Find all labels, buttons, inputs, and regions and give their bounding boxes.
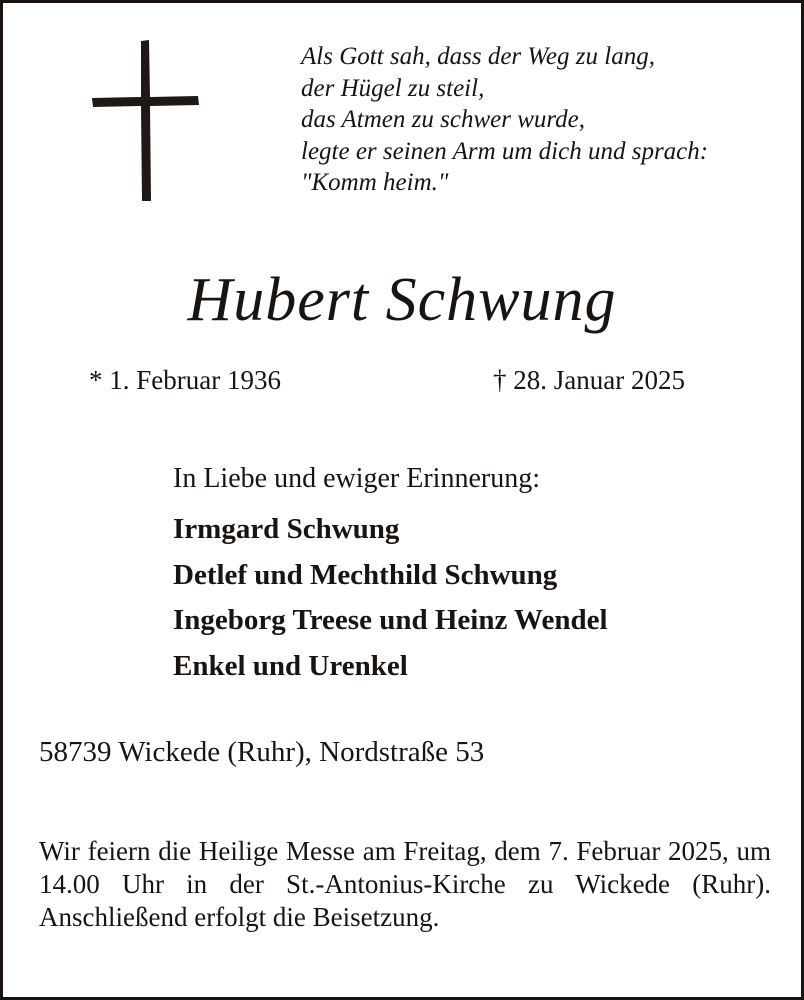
poem-line: "Komm heim." <box>301 169 449 196</box>
family-list <box>173 507 773 689</box>
mourners-intro: In Liebe und ewiger Erinnerung: <box>173 463 540 494</box>
poem-line: das Atmen zu schwer wurde, <box>301 106 586 133</box>
poem-line: der Hügel zu steil, <box>301 74 485 102</box>
family-member: Irmgard Schwung <box>173 513 400 545</box>
address: 58739 Wickede (Ruhr), Nordstraße 53 <box>39 736 485 768</box>
cross-icon <box>91 39 201 203</box>
poem-line: legte er seinen Arm um dich und sprach: <box>301 137 709 165</box>
mourners <box>173 459 773 689</box>
birth-date: * 1. Februar 1936 <box>89 365 281 395</box>
family-member: Detlef und Mechthild Schwung <box>173 558 558 591</box>
poem <box>301 41 791 199</box>
family-member: Ingeborg Treese und Heinz Wendel <box>173 604 608 636</box>
poem-line: Als Gott sah, dass der Weg zu lang, <box>301 43 655 70</box>
death-date: † 28. Januar 2025 <box>493 365 685 395</box>
deceased-name: Hubert Schwung <box>187 266 617 334</box>
service-info: Wir feiern die Heilige Messe am Freitag, dem 7. Februar 2025, um 14.00 Uhr in der St.-Antonius-Kirche zu Wickede (Ruhr). Anschließend erfolgt die Beisetzung. <box>39 836 771 932</box>
family-member: Enkel und Urenkel <box>173 649 408 682</box>
